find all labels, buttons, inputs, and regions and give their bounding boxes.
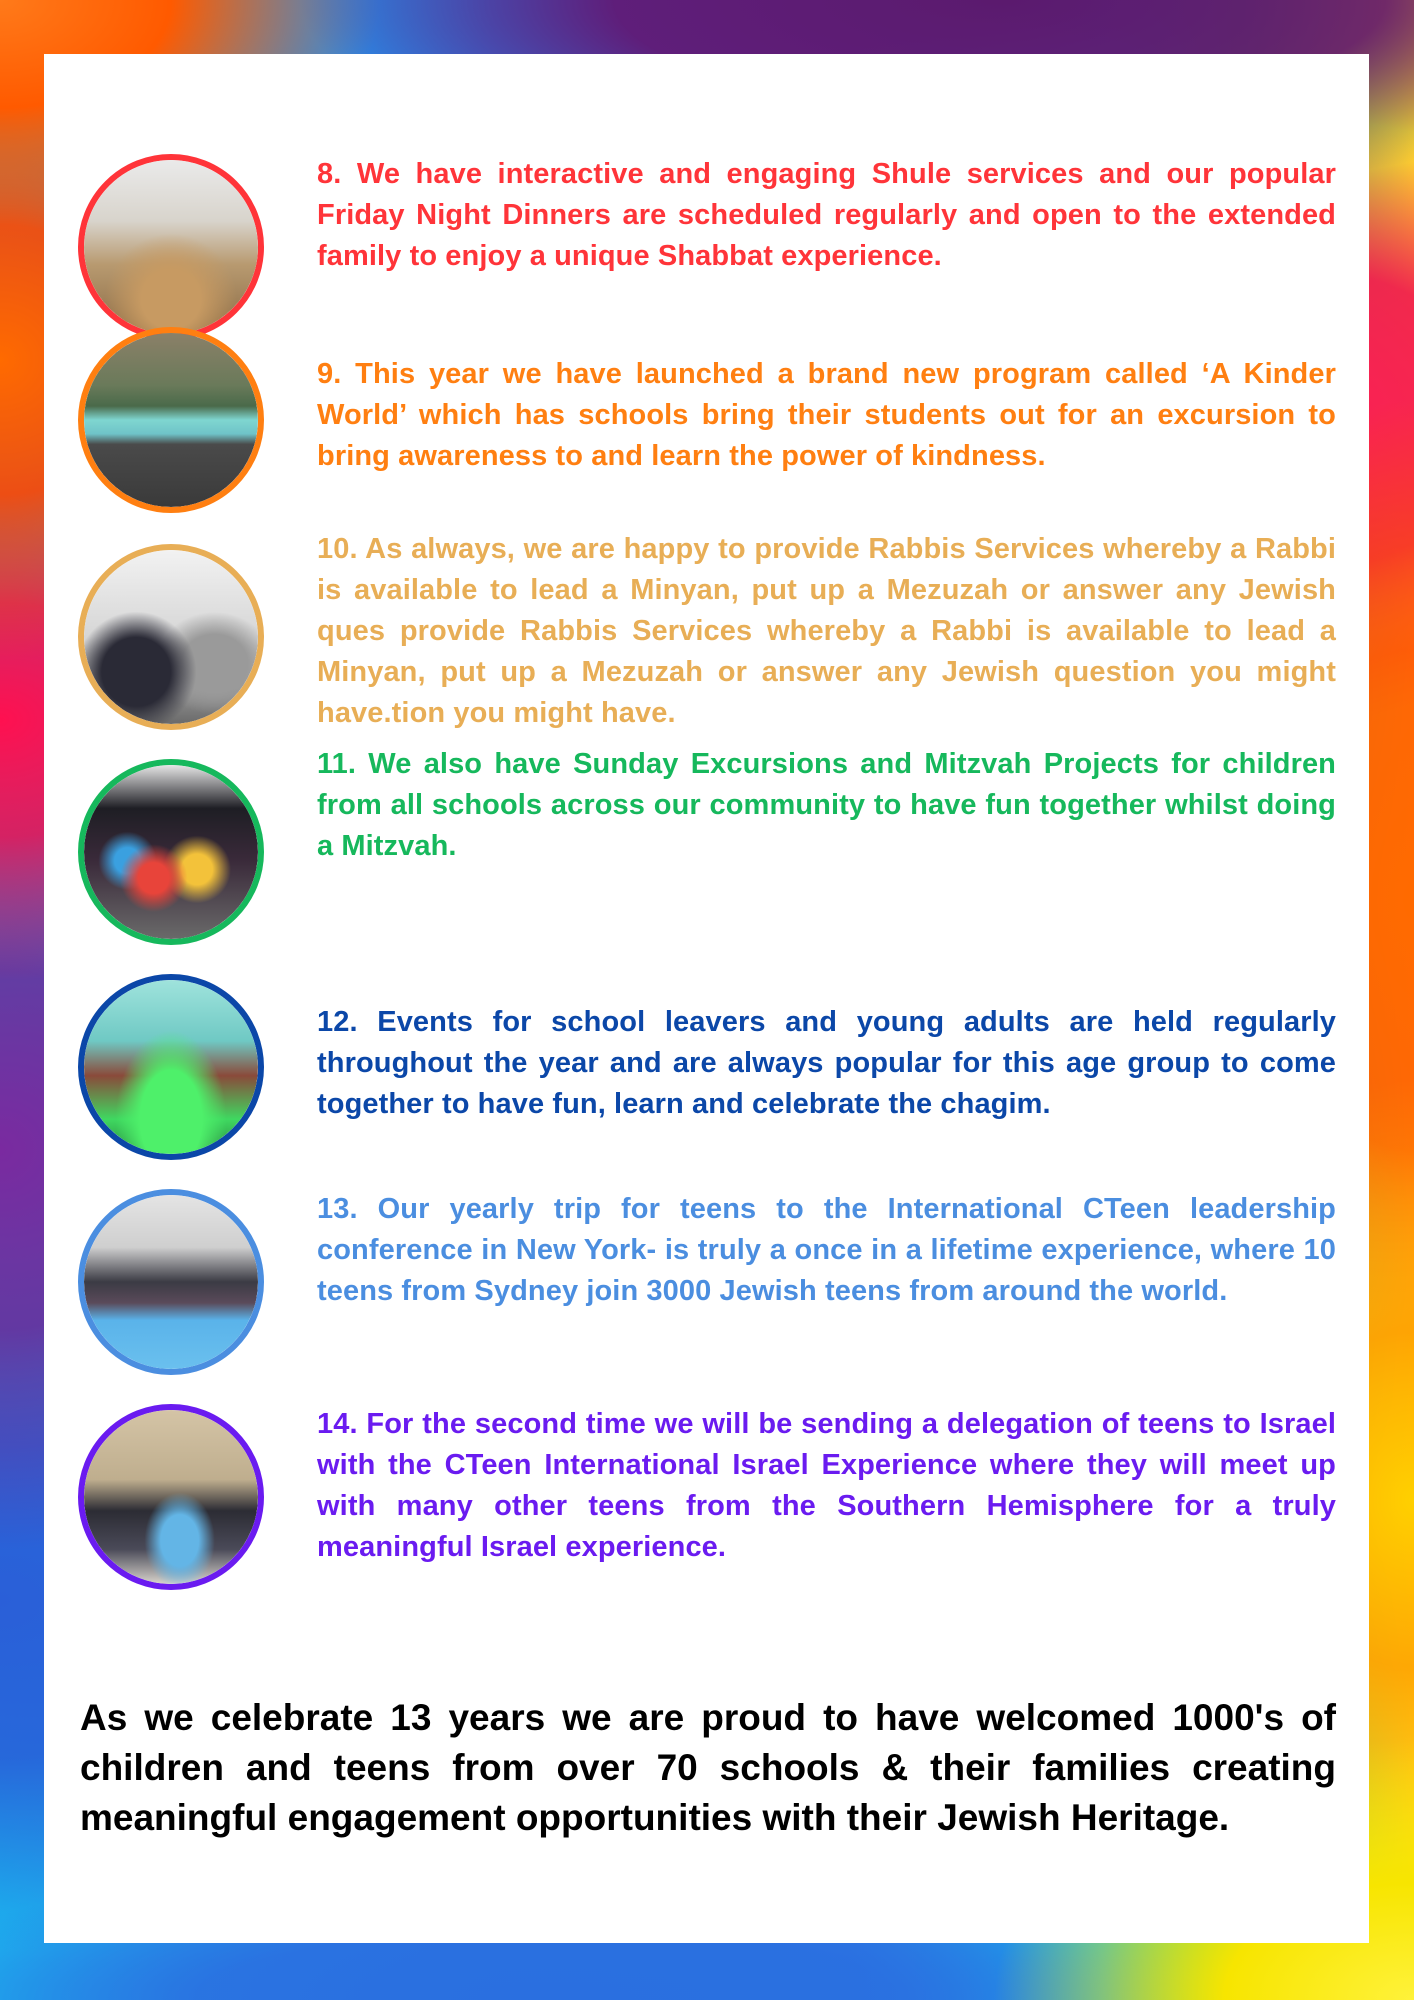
photo-image xyxy=(84,1195,258,1369)
photo-young-adults xyxy=(78,974,264,1160)
content-panel xyxy=(44,54,1369,1943)
photo-image xyxy=(84,1410,258,1584)
photo-image xyxy=(84,160,258,334)
item-text: 13. Our yearly trip for teens to the International CTeen leadership conference in New York- is truly a once in a lifetime experience, where 10 teens from Sydney join 3000 Jewish teens from around the world. xyxy=(317,1193,1336,1307)
item-text: 12. Events for school leavers and young adults are held regularly throughout the year and are always popular for this age group to come together to have fun, learn and celebrate the chagim. xyxy=(317,1006,1336,1120)
photo-cteen-new-york xyxy=(78,1189,264,1375)
item-text: 8. We have interactive and engaging Shule services and our popular Friday Night Dinners are scheduled regularly and open to the extended family to enjoy a unique Shabbat experience. xyxy=(317,158,1336,272)
photo-sunday-excursion xyxy=(78,759,264,945)
photo-cteen-israel xyxy=(78,1404,264,1590)
photo-image xyxy=(84,765,258,939)
photo-friday-night-dinner xyxy=(78,154,264,340)
photo-rabbi-services xyxy=(78,544,264,730)
item-text: 9. This year we have launched a brand new program called ‘A Kinder World’ which has schools bring their students out for an excursion to bring awareness to and learn the power of kindness. xyxy=(317,358,1336,472)
item-text: 10. As always, we are happy to provide Rabbis Services whereby a Rabbi is available to lead a Minyan, put up a Mezuzah or answer any Jewish ques provide Rabbis Services whereby a Rabbi is available to lead a Minyan, put up a Mezuzah or answer any Jewish question you might have.tion you might have. xyxy=(317,533,1336,729)
photo-kinder-world xyxy=(78,327,264,513)
photo-image xyxy=(84,550,258,724)
item-text: 11. We also have Sunday Excursions and Mitzvah Projects for children from all schools across our community to have fun together whilst doing a Mitzvah. xyxy=(317,748,1336,862)
item-text: 14. For the second time we will be sending a delegation of teens to Israel with the CTeen International Israel Experience where they will meet up with many other teens from the Southern Hemisphere for a truly meaningful Israel experience. xyxy=(317,1408,1336,1563)
photo-image xyxy=(84,333,258,507)
closing-statement: As we celebrate 13 years we are proud to have welcomed 1000's of children and teens from over 70 schools & their families creating meaningful engagement opportunities with their Jewish Heritage. xyxy=(80,1697,1336,1838)
photo-image xyxy=(84,980,258,1154)
